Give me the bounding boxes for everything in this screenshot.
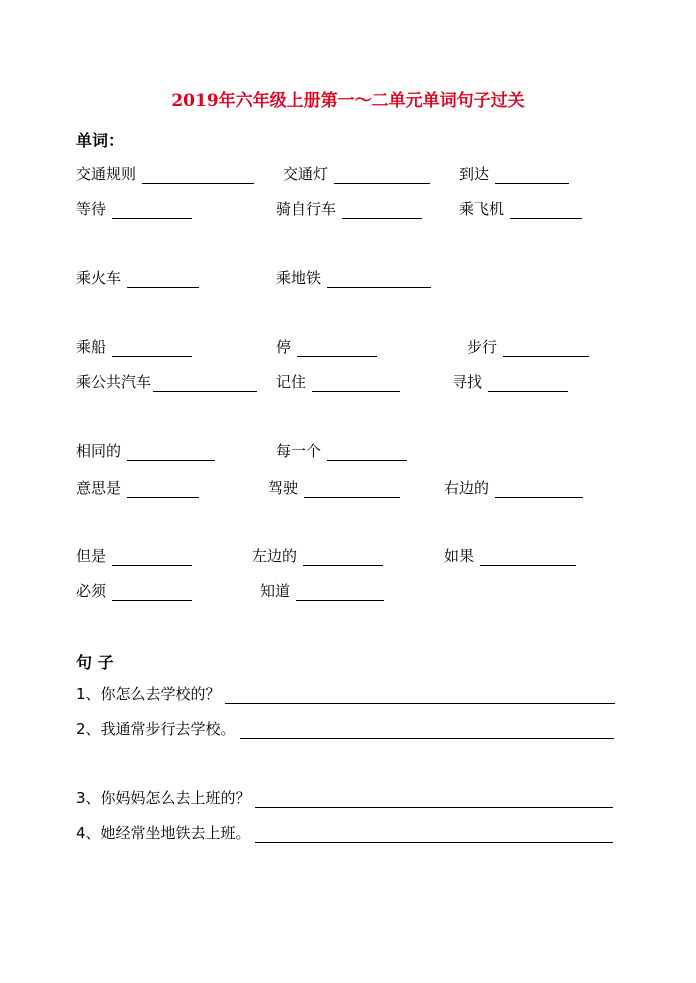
answer-blank[interactable] bbox=[240, 722, 614, 739]
word-item: 意思是 bbox=[76, 478, 199, 498]
word-item: 乘火车 bbox=[76, 268, 199, 288]
sentence-item: 4、她经常坐地铁去上班。 bbox=[76, 823, 613, 843]
word-item: 寻找 bbox=[452, 372, 568, 392]
word-item: 停 bbox=[276, 337, 377, 357]
answer-blank[interactable] bbox=[112, 549, 192, 566]
answer-blank[interactable] bbox=[303, 549, 383, 566]
answer-blank[interactable] bbox=[127, 481, 199, 498]
answer-blank[interactable] bbox=[480, 549, 576, 566]
answer-blank[interactable] bbox=[503, 340, 589, 357]
answer-blank[interactable] bbox=[297, 340, 377, 357]
answer-blank[interactable] bbox=[327, 271, 431, 288]
answer-blank[interactable] bbox=[296, 584, 384, 601]
answer-blank[interactable] bbox=[127, 271, 199, 288]
answer-blank[interactable] bbox=[255, 826, 613, 843]
answer-blank[interactable] bbox=[153, 375, 257, 392]
word-item: 右边的 bbox=[444, 478, 583, 498]
word-item: 记住 bbox=[276, 372, 400, 392]
answer-blank[interactable] bbox=[495, 167, 569, 184]
word-item: 乘飞机 bbox=[459, 199, 582, 219]
word-item: 乘公共汽车 bbox=[76, 372, 257, 392]
answer-blank[interactable] bbox=[342, 202, 422, 219]
answer-blank[interactable] bbox=[312, 375, 400, 392]
word-item: 必须 bbox=[76, 581, 192, 601]
word-item: 交通灯 bbox=[283, 164, 430, 184]
word-item: 骑自行车 bbox=[276, 199, 422, 219]
answer-blank[interactable] bbox=[225, 687, 615, 704]
word-item: 左边的 bbox=[252, 546, 383, 566]
sentence-item: 2、我通常步行去学校。 bbox=[76, 719, 614, 739]
word-item: 到达 bbox=[459, 164, 569, 184]
answer-blank[interactable] bbox=[334, 167, 430, 184]
answer-blank[interactable] bbox=[142, 167, 254, 184]
answer-blank[interactable] bbox=[327, 444, 407, 461]
answer-blank[interactable] bbox=[112, 202, 192, 219]
word-item: 驾驶 bbox=[268, 478, 400, 498]
answer-blank[interactable] bbox=[112, 584, 192, 601]
word-item: 步行 bbox=[467, 337, 589, 357]
answer-blank[interactable] bbox=[488, 375, 568, 392]
sentence-item: 3、你妈妈怎么去上班的？ bbox=[76, 788, 613, 808]
sentences-heading: 句 子 bbox=[76, 653, 114, 672]
word-item: 乘地铁 bbox=[276, 268, 431, 288]
answer-blank[interactable] bbox=[510, 202, 582, 219]
word-item: 相同的 bbox=[76, 441, 215, 461]
page-title: 2019年六年级上册第一～二单元单词句子过关 bbox=[171, 91, 525, 111]
word-item: 如果 bbox=[444, 546, 576, 566]
words-heading: 单词： bbox=[76, 131, 125, 150]
word-item: 乘船 bbox=[76, 337, 192, 357]
sentence-item: 1、你怎么去学校的？ bbox=[76, 684, 615, 704]
word-item: 知道 bbox=[260, 581, 384, 601]
word-item: 等待 bbox=[76, 199, 192, 219]
answer-blank[interactable] bbox=[112, 340, 192, 357]
word-item: 交通规则 bbox=[76, 164, 254, 184]
answer-blank[interactable] bbox=[127, 444, 215, 461]
word-item: 但是 bbox=[76, 546, 192, 566]
answer-blank[interactable] bbox=[304, 481, 400, 498]
word-item: 每一个 bbox=[276, 441, 407, 461]
answer-blank[interactable] bbox=[495, 481, 583, 498]
answer-blank[interactable] bbox=[255, 791, 613, 808]
